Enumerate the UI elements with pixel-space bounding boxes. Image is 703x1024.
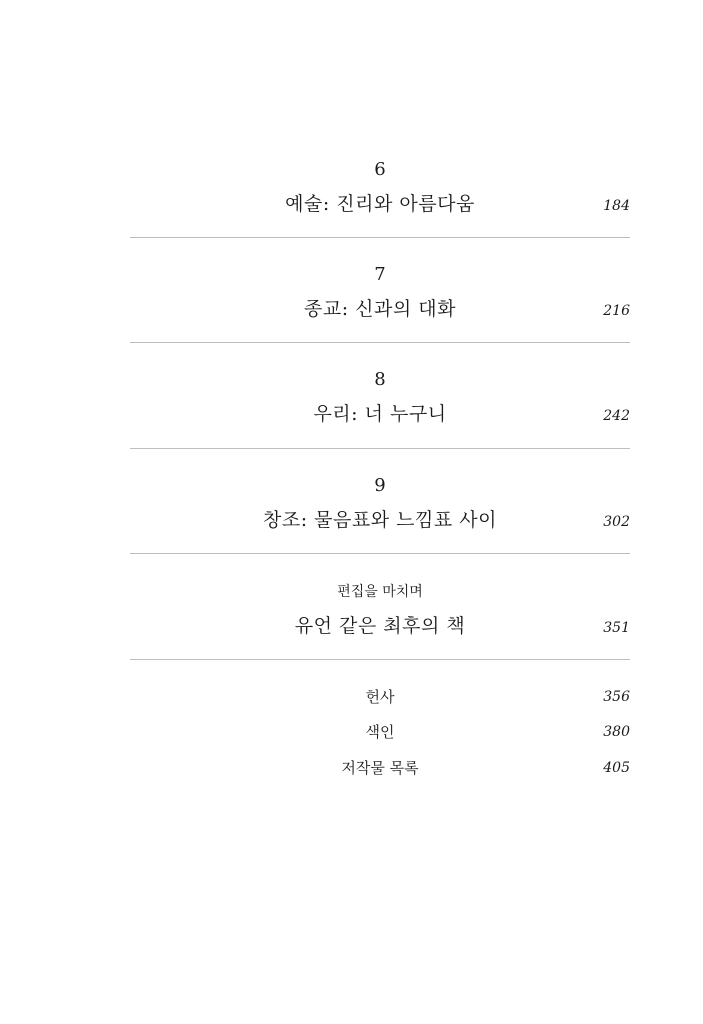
backmatter-title: 헌사 (365, 688, 395, 706)
divider (130, 659, 630, 660)
backmatter-title: 저작물 목록 (341, 759, 419, 777)
chapter-number: 7 (374, 264, 386, 285)
chapter-number: 6 (374, 159, 386, 180)
page-number: 242 (603, 408, 630, 424)
afterword-kicker: 편집을 마치며 (337, 584, 423, 600)
divider (130, 448, 630, 449)
backmatter-title: 색인 (365, 723, 395, 741)
divider (130, 237, 630, 238)
page-number: 184 (603, 198, 630, 214)
divider (130, 553, 630, 554)
chapter-title: 창조: 물음표와 느낌표 사이 (263, 509, 497, 531)
chapter-title: 예술: 진리와 아름다움 (285, 193, 475, 215)
page-number: 356 (603, 689, 630, 705)
page-number: 302 (603, 514, 630, 530)
page-number: 380 (603, 724, 630, 740)
chapter-number: 8 (374, 369, 386, 390)
page-number: 216 (603, 303, 630, 319)
chapter-title: 우리: 너 누구니 (313, 403, 447, 425)
afterword-title: 유언 같은 최후의 책 (294, 615, 466, 637)
divider (130, 342, 630, 343)
chapter-number: 9 (374, 475, 386, 496)
page-number: 351 (603, 620, 630, 636)
page-number: 405 (603, 760, 630, 776)
chapter-title: 종교: 신과의 대화 (304, 298, 456, 320)
